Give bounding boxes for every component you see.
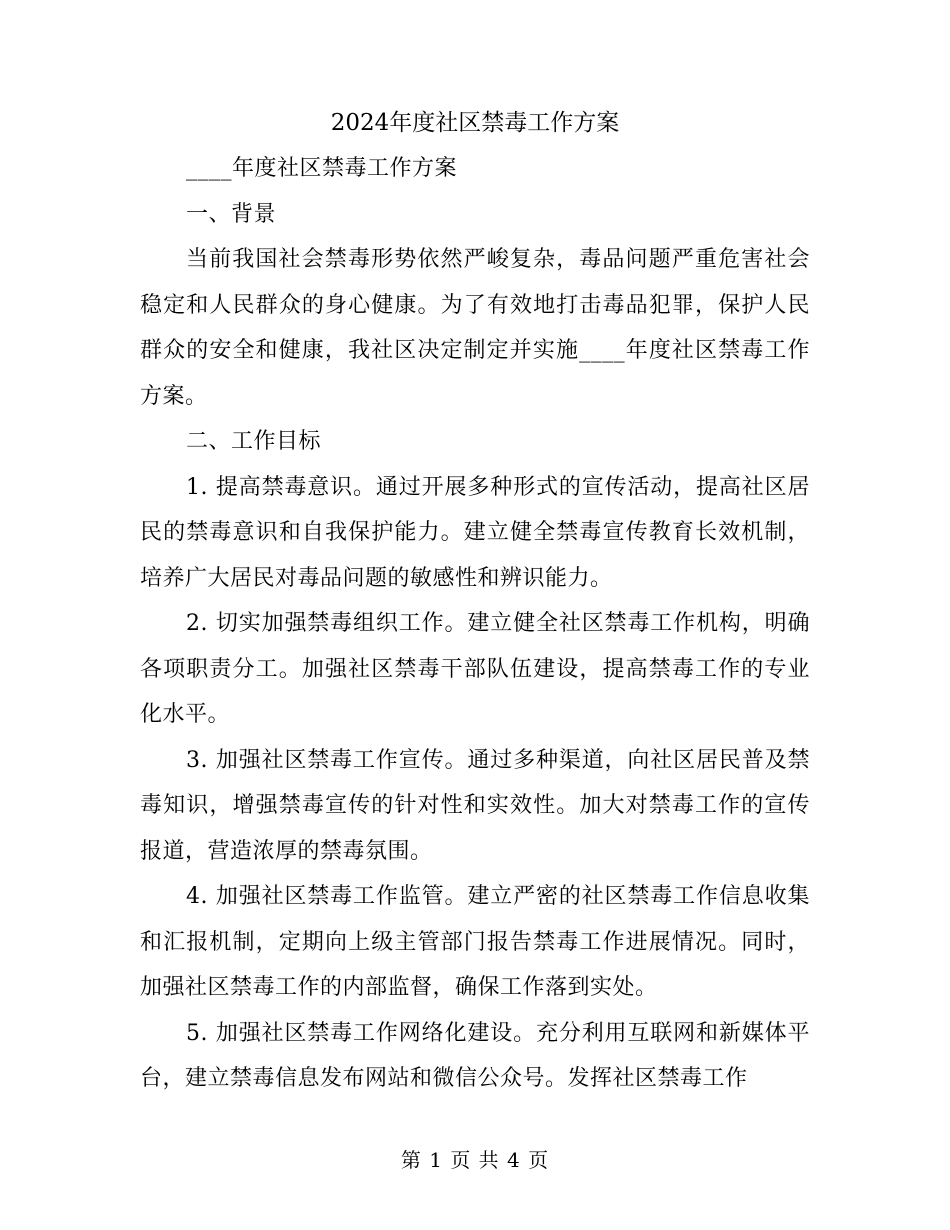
document-body: [140, 100, 810, 1102]
section-heading-goals: 二、工作目标: [186, 429, 322, 454]
goal-item-1: 1. 提高禁毒意识。通过开展多种形式的宣传活动，提高社区居民的禁毒意识和自我保护能力。建立健全禁毒宣传教育长效机制，培养广大居民对毒品问题的敏感性和辨识能力。: [140, 474, 810, 591]
background-paragraph: 当前我国社会禁毒形势依然严峻复杂，毒品问题严重危害社会稳定和人民群众的身心健康。为了有效地打击毒品犯罪，保护人民群众的安全和健康，我社区决定制定并实施____年度社区禁毒工作方案。: [140, 247, 810, 409]
goal-item-4: 4. 加强社区禁毒工作监管。建立严密的社区禁毒工作信息收集和汇报机制，定期向上级主管部门报告禁毒工作进展情况。同时，加强社区禁毒工作的内部监督，确保工作落到实处。: [140, 884, 810, 1000]
page-footer: 第 1 页 共 4 页: [400, 1148, 550, 1172]
goal-item-2: 2. 切实加强禁毒组织工作。建立健全社区禁毒工作机构，明确各项职责分工。加强社区禁毒干部队伍建设，提高禁毒工作的专业化水平。: [140, 611, 810, 727]
subtitle-paragraph: ____年度社区禁毒工作方案: [186, 156, 458, 181]
goal-item-3: 3. 加强社区禁毒工作宣传。通过多种渠道，向社区居民普及禁毒知识，增强禁毒宣传的针对性和实效性。加大对禁毒工作的宣传报道，营造浓厚的禁毒氛围。: [140, 747, 810, 864]
document-title: 2024年度社区禁毒工作方案: [330, 110, 620, 136]
goal-item-5: 5. 加强社区禁毒工作网络化建设。充分利用互联网和新媒体平台，建立禁毒信息发布网站和微信公众号。发挥社区禁毒工作: [140, 1020, 810, 1091]
section-heading-background: 一、背景: [186, 201, 277, 227]
